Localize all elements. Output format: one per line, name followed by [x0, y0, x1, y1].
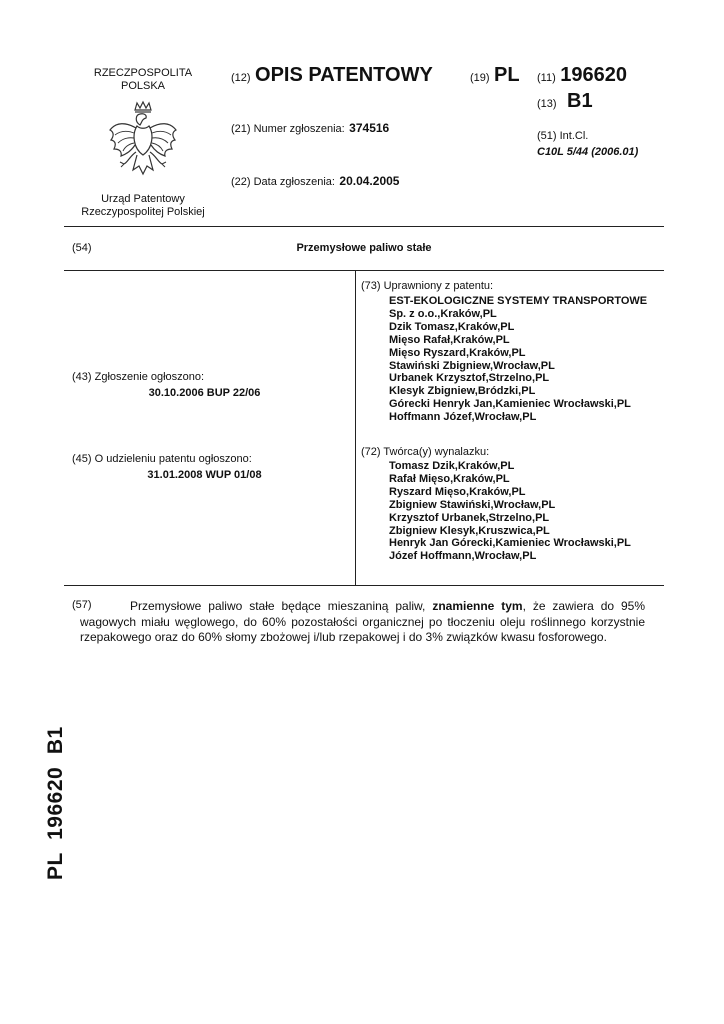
document-type-code: (12): [231, 72, 251, 84]
int-classification-value: C10L 5/44 (2006.01): [537, 146, 639, 158]
proprietor-line: Urbanek Krzysztof,Strzelno,PL: [389, 372, 550, 385]
divider-bottom: [64, 585, 664, 586]
publication-value: 30.10.2006 BUP 22/06: [148, 387, 261, 399]
country-line-2: POLSKA: [120, 79, 166, 92]
grant-announcement: [72, 453, 347, 481]
inventors-label: (72) Twórca(y) wynalazku:: [361, 446, 490, 458]
divider-top: [64, 226, 664, 227]
proprietor-line: Hoffmann Józef,Wrocław,PL: [389, 411, 537, 424]
inventors-list: [389, 460, 631, 563]
patent-office-name: [64, 193, 222, 219]
proprietor-line: Dzik Tomasz,Kraków,PL: [389, 320, 515, 333]
inventor-line: Tomasz Dzik,Kraków,PL: [389, 460, 515, 472]
kind-code-value: B1: [567, 90, 593, 112]
patent-number: [537, 64, 627, 87]
int-classification: [537, 128, 638, 160]
office-line-1: Urząd Patentowy: [101, 193, 185, 205]
proprietor-line: Sp. z o.o.,Kraków,PL: [389, 307, 497, 320]
abstract-text: [80, 599, 645, 646]
emblem-eagle-icon: [104, 100, 182, 188]
country-code: [470, 64, 520, 87]
document-type-title: OPIS PATENTOWY: [255, 64, 433, 86]
abstract-text-start: Przemysłowe paliwo stałe będące mieszaniną paliw,: [130, 599, 433, 613]
kind-code-tag: (13): [537, 98, 557, 110]
document-type: [231, 64, 433, 87]
inventor-line: Zbigniew Stawiński,Wrocław,PL: [389, 498, 556, 511]
proprietor-line: Stawiński Zbigniew,Wrocław,PL: [389, 359, 555, 372]
patent-number-tag: (11): [537, 72, 556, 84]
inventor-line: Henryk Jan Górecki,Kamieniec Wrocławski,PL: [389, 537, 631, 550]
proprietor-line: EST-EKOLOGICZNE SYSTEMY TRANSPORTOWE: [389, 295, 648, 307]
filing-date-value: 20.04.2005: [339, 174, 400, 188]
int-classification-label: (51) Int.Cl.: [537, 130, 589, 142]
grant-value: 31.01.2008 WUP 01/08: [147, 469, 262, 481]
inventors-section: [361, 446, 631, 563]
proprietor-line: Mięso Rafał,Kraków,PL: [389, 333, 510, 346]
inventor-line: Zbigniew Klesyk,Kruszwica,PL: [389, 524, 550, 537]
proprietors-section: [361, 280, 647, 424]
proprietor-line: Klesyk Zbigniew,Bródzki,PL: [389, 385, 536, 398]
patent-number-value: 196620: [560, 64, 627, 86]
side-patent-code: PL 196620 B1: [44, 726, 67, 880]
application-number-value: 374516: [349, 121, 390, 135]
abstract-text-end: , że zawiera do 95% wagowych miału węglowego, do 60% pozostałości organicznej po tłoczeniu oleju roślinnego korzystnie rzepakowego oraz do 60% słomy zbożowej i/lub rzepakowej i do 3% związków kwasu fosforowego.: [80, 599, 645, 644]
filing-date: [231, 172, 399, 190]
proprietors-list: [389, 295, 647, 424]
country-line-1: RZECZPOSPOLITA: [93, 67, 193, 79]
proprietors-label: (73) Uprawniony z patentu:: [361, 280, 494, 292]
inventor-line: Ryszard Mięso,Kraków,PL: [389, 485, 526, 498]
title-tag: (54): [72, 242, 92, 254]
divider-title: [64, 270, 664, 271]
inventor-line: Rafał Mięso,Kraków,PL: [389, 472, 510, 485]
country-name: [64, 67, 222, 92]
filing-date-label: (22) Data zgłoszenia:: [231, 176, 335, 188]
publication-label: (43) Zgłoszenie ogłoszono:: [72, 371, 205, 383]
abstract-tag: (57): [72, 599, 92, 611]
proprietor-line: Górecki Henryk Jan,Kamieniec Wrocławski,PL: [389, 398, 631, 411]
proprietor-line: Mięso Ryszard,Kraków,PL: [389, 346, 526, 359]
country-code-value: PL: [494, 64, 520, 86]
country-code-tag: (19): [470, 72, 490, 84]
invention-title: Przemysłowe paliwo stałe: [296, 242, 432, 254]
inventor-line: Krzysztof Urbanek,Strzelno,PL: [389, 511, 550, 524]
abstract-text-emphasis: znamienne tym: [432, 599, 523, 613]
grant-label: (45) O udzieleniu patentu ogłoszono:: [72, 453, 252, 465]
divider-column: [355, 270, 356, 585]
application-number: [231, 119, 389, 137]
publication-announcement: [72, 371, 347, 399]
office-line-2: Rzeczypospolitej Polskiej: [81, 206, 205, 218]
inventor-line: Józef Hoffmann,Wrocław,PL: [389, 550, 537, 563]
kind-code: [537, 90, 593, 113]
application-number-label: (21) Numer zgłoszenia:: [231, 123, 345, 135]
